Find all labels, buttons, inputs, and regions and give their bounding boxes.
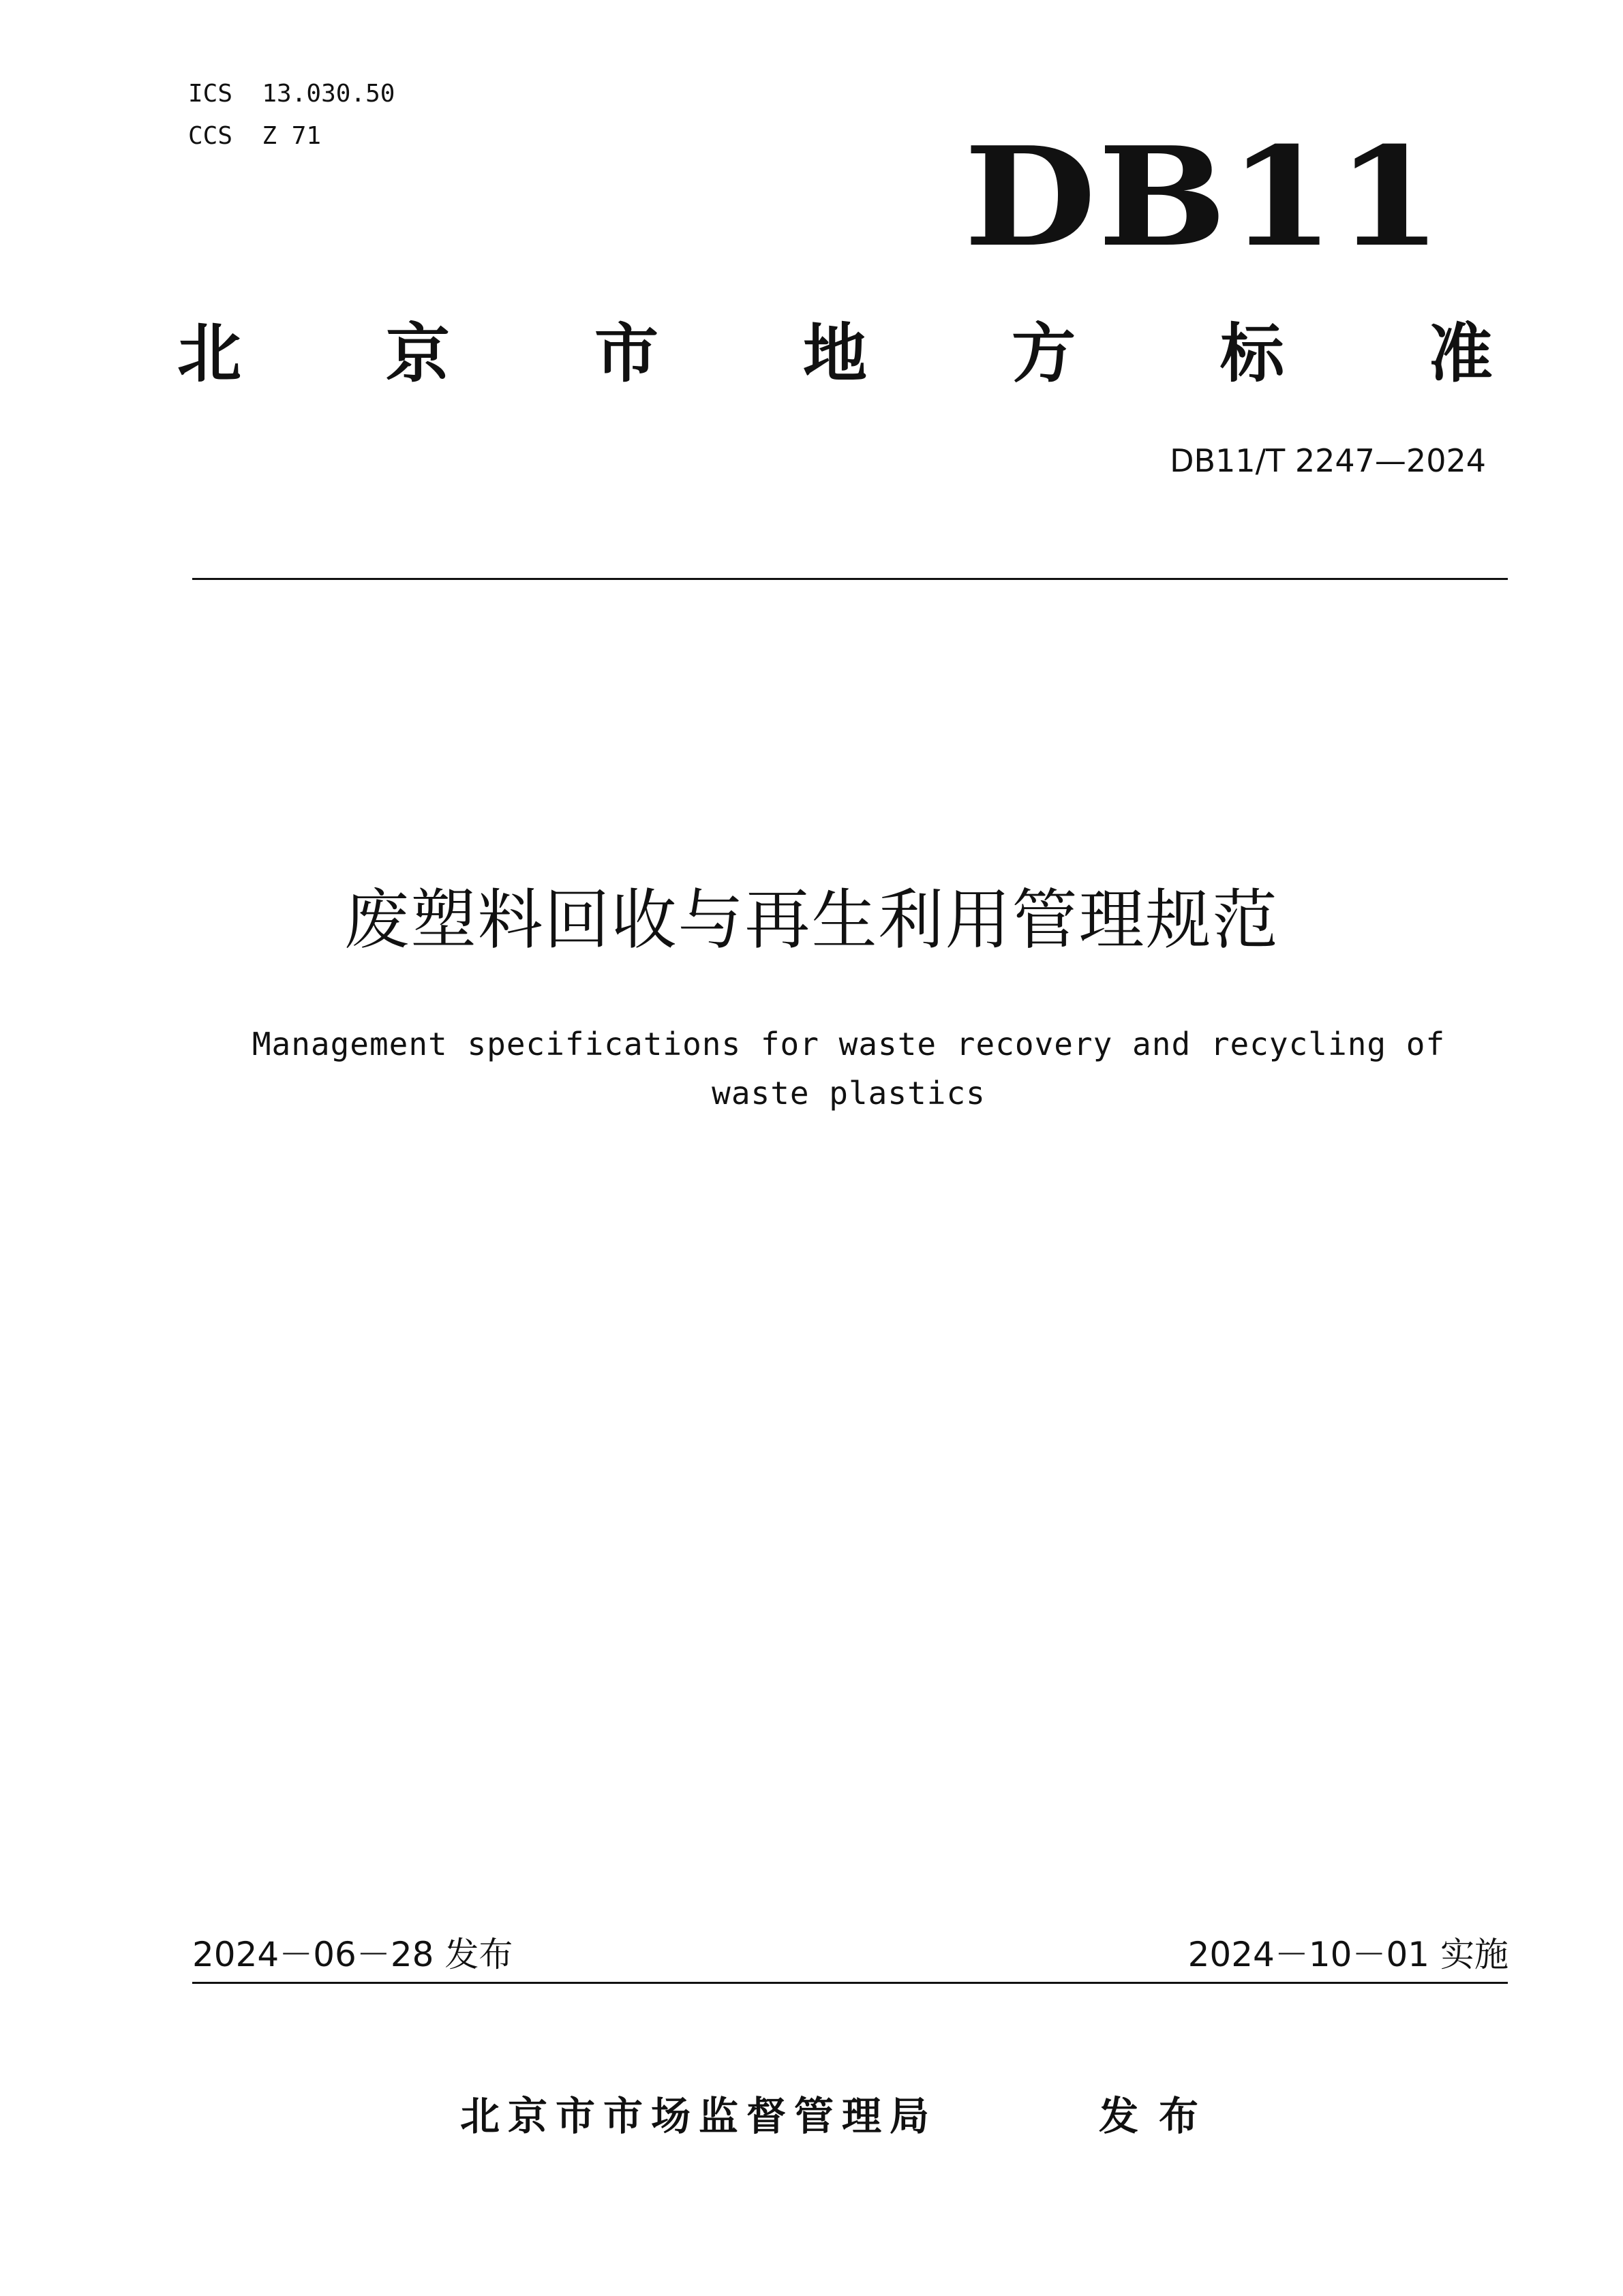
document-title-chinese: 废塑料回收与再生利用管理规范 xyxy=(344,882,1279,958)
standard-type-char: 地 xyxy=(802,317,867,391)
document-title-english: Management specifications for waste recovery and recycling of waste plastics xyxy=(252,1026,1446,1112)
db11-logo: DB11 xyxy=(964,117,1444,277)
standard-type-char: 方 xyxy=(1011,317,1076,391)
implementation-date: 2024－10－01 实施 xyxy=(1187,1935,1508,1974)
ccs-code: CCS Z 71 xyxy=(188,122,322,150)
ics-code: ICS 13.030.50 xyxy=(188,80,395,108)
standard-type-char: 京 xyxy=(385,317,450,391)
standard-type-char: 北 xyxy=(177,317,242,391)
footer-divider xyxy=(192,1982,1508,1984)
standard-type-char: 标 xyxy=(1219,317,1284,391)
issue-date: 2024－06－28 发布 xyxy=(192,1935,513,1974)
standard-type-char: 准 xyxy=(1428,317,1493,391)
header-divider xyxy=(192,578,1508,580)
standard-type-char: 市 xyxy=(594,317,658,391)
issue-action: 发布 xyxy=(1099,2093,1219,2139)
issuing-authority: 北京市市场监督管理局 xyxy=(460,2093,938,2139)
standard-type-heading xyxy=(177,317,1493,391)
standard-number: DB11/T 2247—2024 xyxy=(1170,442,1486,479)
